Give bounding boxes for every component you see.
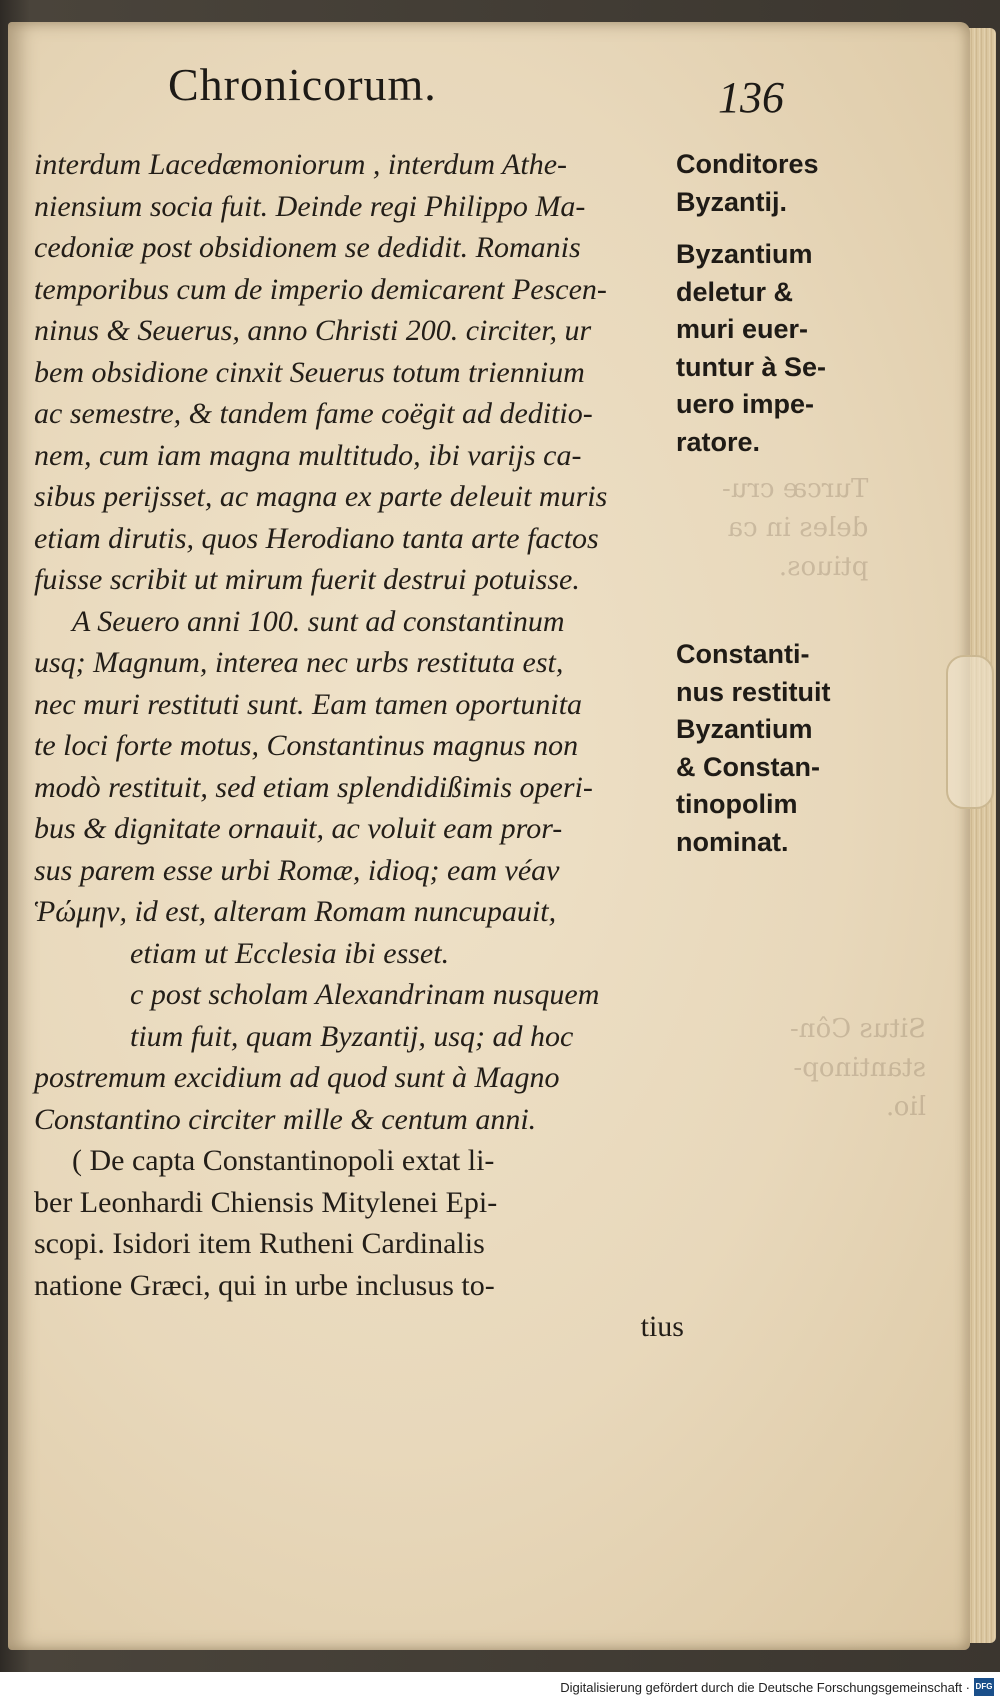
body-text [34,144,684,1348]
page-clip [946,655,994,809]
text-line: cedoniæ post obsidionem se dedidit. Romanis [34,231,581,264]
margin-note-line: Byzantium [676,714,813,744]
text-line: sus parem esse urbi Romæ, idioq; eam véav [34,853,560,887]
bleed-line: deles in ca [727,513,869,543]
bleed-line: stantinop- [793,1053,927,1083]
text-line: etiam dirutis, quos Herodiano tanta arte factos [34,521,599,555]
bleed-through-text [722,470,868,587]
margin-note-line: muri euer- [676,314,809,344]
margin-note-constantinus [676,636,906,861]
text-line: usq; Magnum, interea nec urbs restituta est, [34,646,564,679]
text-line: ber Leonhardi Chiensis Mitylenei Epi- [34,1185,498,1219]
text-line: niensium socia fuit. Deinde regi Philippo Ma- [34,189,586,223]
bleed-line: Situs Côn- [790,1014,927,1044]
text-line: bus & dignitate ornauit, ac voluit eam pror- [34,812,563,845]
text-line: nec muri restituti sunt. Eam tamen oportunita [34,687,583,721]
margin-note-line: Byzantium [676,239,813,269]
text-line: scopi. Isidori item Rutheni Cardinalis [34,1227,485,1260]
margin-note-line: tinopolim [676,789,798,819]
text-line: Constantino circiter mille & centum anni. [34,1102,537,1136]
footer-credit: Digitalisierung gefördert durch die Deutsche Forschungsgemeinschaft · [560,1680,970,1695]
margin-note-line: Conditores [676,149,819,179]
dfg-logo: DFG [974,1678,994,1696]
page-edge [968,28,996,1643]
margin-note-line: deletur & [676,276,794,307]
margin-note-line: Constanti- [676,639,810,669]
text-line: modò restituit, sed etiam splendidißimis operi- [34,770,593,804]
text-line: natione Græci, qui in urbe inclusus to- [34,1268,495,1302]
text-line: ( De capta Constantinopoli extat li- [72,1144,495,1177]
bleed-line: Turcæ cru- [722,474,869,504]
bleed-through-text-2 [790,1010,926,1127]
text-line: c post scholam Alexandrinam nusquem [130,978,600,1011]
bleed-line: lio. [885,1092,927,1122]
margin-note-conditores [676,146,906,221]
text-line: ninus & Seuerus, anno Christi 200. circiter, ur [34,314,592,347]
bleed-line: ptiuos. [778,552,869,582]
margin-note-line: Byzantij. [676,186,788,217]
text-line: ac semestre, & tandem fame coëgit ad deditio- [34,397,593,430]
text-line: etiam ut Ecclesia ibi esset. [130,936,450,970]
text-line: A Seuero anni 100. sunt ad constantinum [72,604,565,638]
text-line: Ῥώμην, id est, alteram Romam nuncupauit, [34,895,557,928]
margin-note-line: ratore. [676,426,761,457]
text-line: sibus perijsset, ac magna ex parte deleuit muris [34,480,608,513]
margin-note-line: & Constan- [676,751,820,782]
footer-bar [0,1672,1000,1704]
margin-note-line: uero impe- [676,389,815,419]
text-line: tium fuit, quam Byzantij, usq; ad hoc [130,1019,574,1053]
running-head: Chronicorum. [168,59,437,110]
text-line: temporibus cum de imperio demicarent Pescen- [34,272,607,306]
text-line: te loci forte motus, Constantinus magnus non [34,729,579,762]
margin-note-line: nominat. [676,826,789,857]
text-line: interdum Lacedæmoniorum , interdum Athe- [34,148,568,181]
folio-number: 136 [718,73,784,122]
text-line: nem, cum iam magna multitudo, ibi varijs ca- [34,438,582,472]
catchword: tius [640,1310,684,1343]
text-line: fuisse scribit ut mirum fuerit destrui potuisse. [34,563,580,596]
margin-note-line: nus restituit [676,676,831,707]
text-line: postremum excidium ad quod sunt à Magno [34,1061,560,1094]
margin-note-byzantium-deletur [676,236,906,461]
text-line: bem obsidione cinxit Seuerus totum triennium [34,355,585,389]
margin-note-line: tuntur à Se- [676,351,827,382]
